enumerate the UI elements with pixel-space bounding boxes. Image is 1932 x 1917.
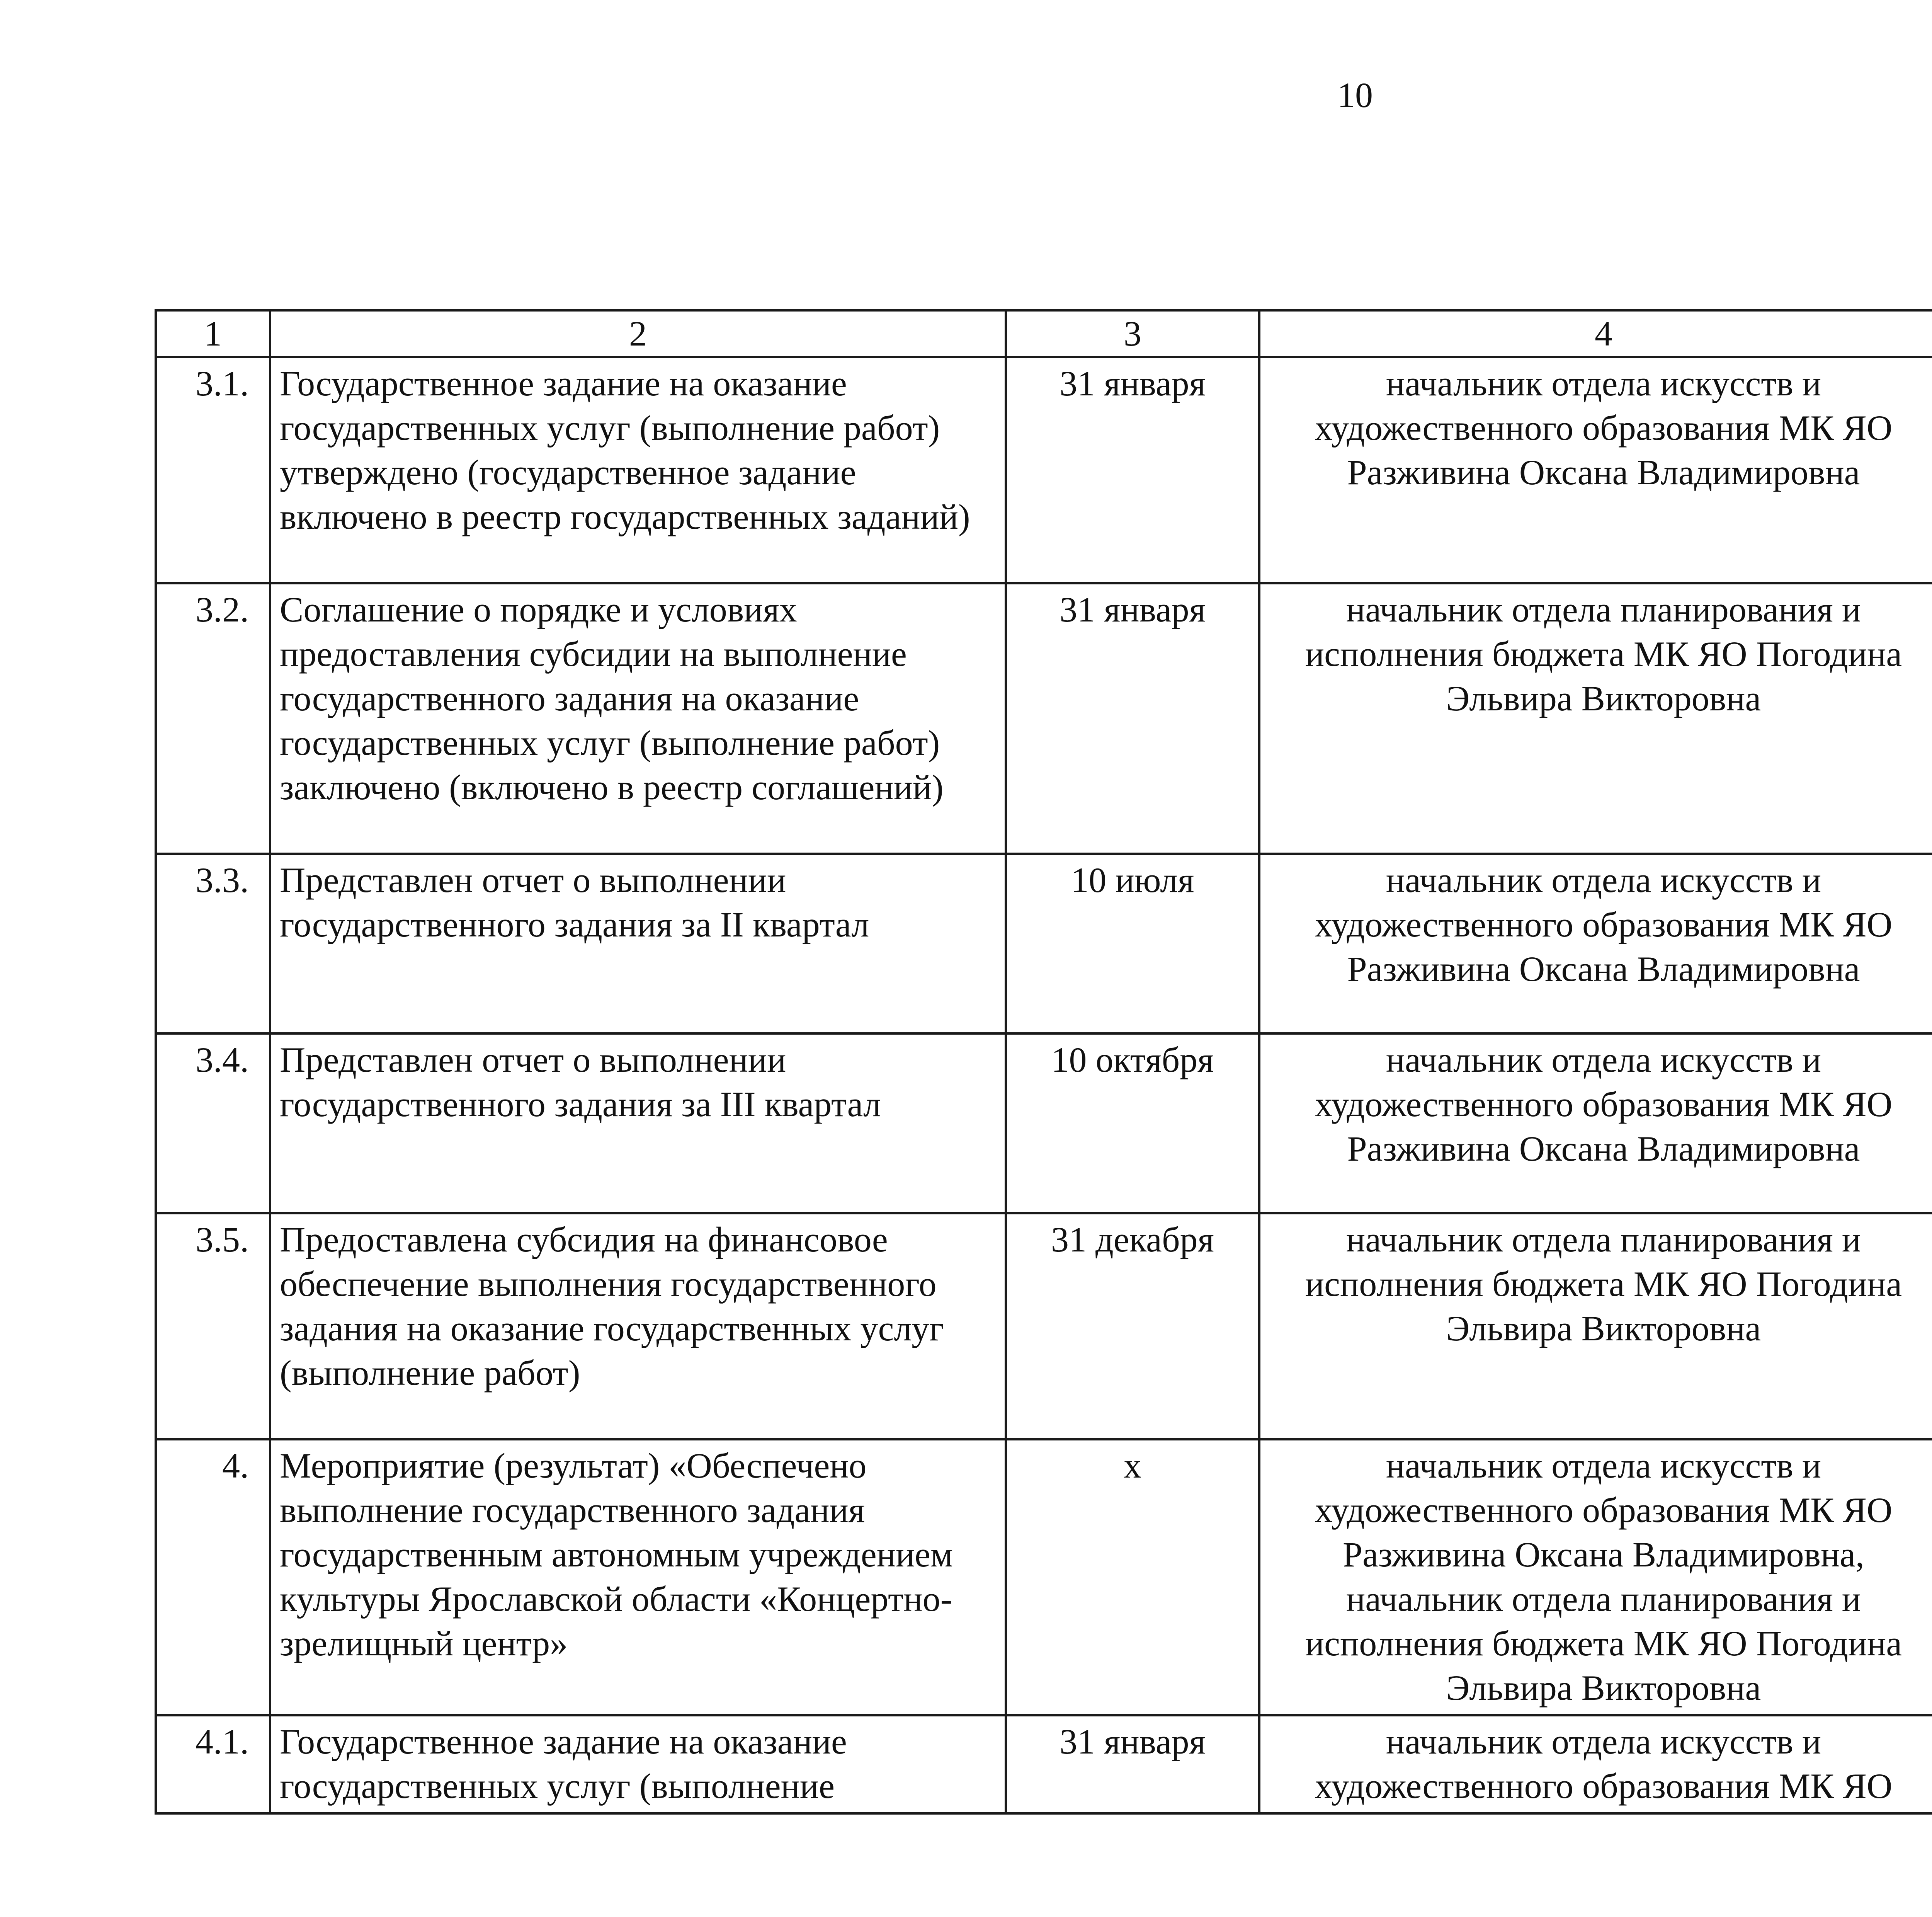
- row-deadline: 31 декабря: [1006, 1213, 1259, 1439]
- table-row: [156, 1213, 1932, 1439]
- row-number: 4.1.: [156, 1715, 270, 1813]
- row-number: 3.2.: [156, 583, 270, 854]
- row-deadline: х: [1006, 1439, 1259, 1715]
- row-responsible: начальник отдела искусств и художественного образования МК ЯО Разживина Оксана Владимировна: [1259, 357, 1932, 583]
- row-number: 3.5.: [156, 1213, 270, 1439]
- row-number: 4.: [156, 1439, 270, 1715]
- row-responsible: начальник отдела искусств и художественного образования МК ЯО: [1259, 1715, 1932, 1813]
- plan-table: [155, 309, 1932, 1815]
- row-number: 3.1.: [156, 357, 270, 583]
- row-number: 3.4.: [156, 1033, 270, 1213]
- row-deadline: 10 июля: [1006, 854, 1259, 1033]
- row-description: Предоставлена субсидия на финансовое обеспечение выполнения государственного задания на оказание государственных услуг (выполнение работ): [270, 1213, 1006, 1439]
- page-number: 10: [1337, 75, 1373, 115]
- column-number-1: 1: [156, 310, 270, 357]
- table-row: [156, 583, 1932, 854]
- row-deadline: 31 января: [1006, 357, 1259, 583]
- table-row: [156, 1439, 1932, 1715]
- row-description: Представлен отчет о выполнении государственного задания за III квартал: [270, 1033, 1006, 1213]
- table-row: [156, 1033, 1932, 1213]
- row-deadline: 31 января: [1006, 583, 1259, 854]
- row-responsible: начальник отдела искусств и художественного образования МК ЯО Разживина Оксана Владимировна, начальник отдела планирования и исполнения бюджета МК ЯО Погодина Эльвира Викторовна: [1259, 1439, 1932, 1715]
- row-deadline: 10 октября: [1006, 1033, 1259, 1213]
- row-description: Мероприятие (результат) «Обеспечено выполнение государственного задания государственным автономным учреждением культуры Ярославской области «Концертно-зрелищный центр»: [270, 1439, 1006, 1715]
- row-description: Соглашение о порядке и условиях предоставления субсидии на выполнение государственного задания на оказание государственных услуг (выполнение работ) заключено (включено в реестр соглашений): [270, 583, 1006, 854]
- table-row: [156, 854, 1932, 1033]
- table-header-row: [156, 310, 1932, 357]
- row-deadline: 31 января: [1006, 1715, 1259, 1813]
- row-responsible: начальник отдела искусств и художественного образования МК ЯО Разживина Оксана Владимировна: [1259, 854, 1932, 1033]
- row-number: 3.3.: [156, 854, 270, 1033]
- table-row: [156, 357, 1932, 583]
- row-description: Государственное задание на оказание государственных услуг (выполнение: [270, 1715, 1006, 1813]
- row-description: Представлен отчет о выполнении государственного задания за II квартал: [270, 854, 1006, 1033]
- table-row: [156, 1715, 1932, 1813]
- row-description: Государственное задание на оказание государственных услуг (выполнение работ) утверждено (государственное задание включено в реестр государственных заданий): [270, 357, 1006, 583]
- row-responsible: начальник отдела планирования и исполнения бюджета МК ЯО Погодина Эльвира Викторовна: [1259, 583, 1932, 854]
- column-number-4: 4: [1259, 310, 1932, 357]
- column-number-3: 3: [1006, 310, 1259, 357]
- row-responsible: начальник отдела планирования и исполнения бюджета МК ЯО Погодина Эльвира Викторовна: [1259, 1213, 1932, 1439]
- row-responsible: начальник отдела искусств и художественного образования МК ЯО Разживина Оксана Владимировна: [1259, 1033, 1932, 1213]
- column-number-2: 2: [270, 310, 1006, 357]
